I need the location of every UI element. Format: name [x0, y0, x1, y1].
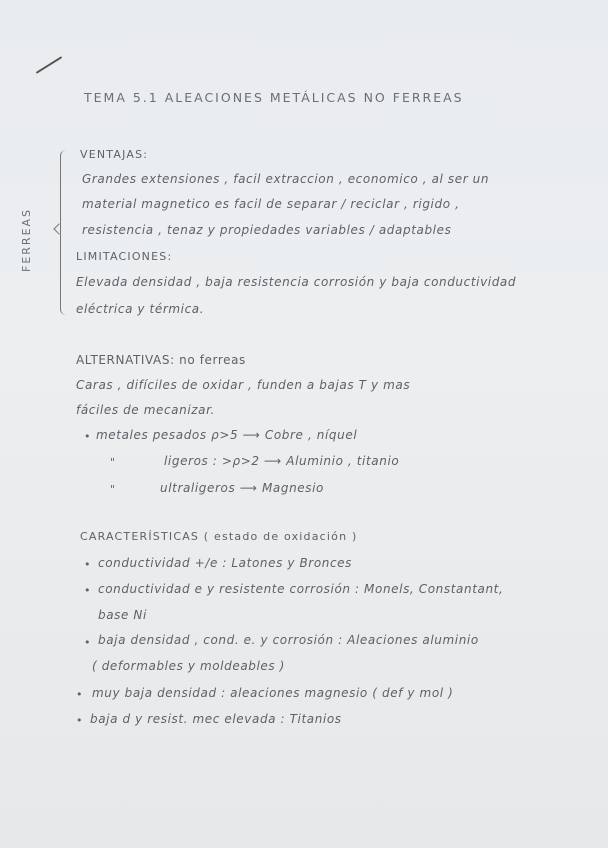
limitaciones-line: eléctrica y térmica.: [76, 302, 205, 316]
list-bullet: ": [110, 483, 116, 496]
alternativas-heading: ALTERNATIVAS: no ferreas: [76, 353, 246, 367]
list-bullet: •: [84, 584, 91, 597]
caracteristicas-heading: CARACTERÍSTICAS ( estado de oxidación ): [80, 530, 358, 543]
list-bullet: •: [84, 558, 91, 571]
limitaciones-line: Elevada densidad , baja resistencia corrosión y baja conductividad: [76, 275, 517, 289]
list-item: muy baja densidad : aleaciones magnesio ( def y mol ): [92, 686, 454, 700]
list-bullet: •: [84, 636, 91, 649]
list-item: baja densidad , cond. e. y corrosión : Aleaciones aluminio: [98, 633, 479, 647]
pen-mark: [36, 56, 63, 74]
page-title: TEMA 5.1 ALEACIONES METÁLICAS NO FERREAS: [84, 90, 464, 105]
list-item: metales pesados ρ>5 ⟶ Cobre , níquel: [96, 428, 358, 442]
ventajas-line: Grandes extensiones , facil extraccion , economico , al ser un: [82, 172, 490, 186]
list-item-continuation: base Ni: [98, 608, 147, 622]
list-item: conductividad +/e : Latones y Bronces: [98, 556, 352, 570]
list-item-continuation: ( deformables y moldeables ): [92, 659, 285, 673]
ventajas-line: material magnetico es facil de separar / reciclar , rigido ,: [82, 197, 460, 211]
list-item: ultraligeros ⟶ Magnesio: [160, 481, 324, 495]
alternativas-line: fáciles de mecanizar.: [76, 403, 215, 417]
ventajas-line: resistencia , tenaz y propiedades variables / adaptables: [82, 223, 452, 237]
ventajas-heading: VENTAJAS:: [80, 148, 149, 161]
list-bullet: •: [76, 688, 83, 701]
limitaciones-heading: LIMITACIONES:: [76, 250, 173, 263]
alternativas-line: Caras , difíciles de oxidar , funden a bajas T y mas: [76, 378, 411, 392]
list-item: conductividad e y resistente corrosión : Monels, Constantant,: [98, 582, 504, 596]
brace: [60, 150, 69, 315]
side-label: FERREAS: [20, 207, 33, 272]
list-item: baja d y resist. mec elevada : Titanios: [90, 712, 342, 726]
list-bullet: •: [76, 714, 83, 727]
list-bullet: •: [84, 430, 91, 443]
list-item: ligeros : >ρ>2 ⟶ Aluminio , titanio: [164, 454, 400, 468]
list-bullet: ": [110, 456, 116, 469]
